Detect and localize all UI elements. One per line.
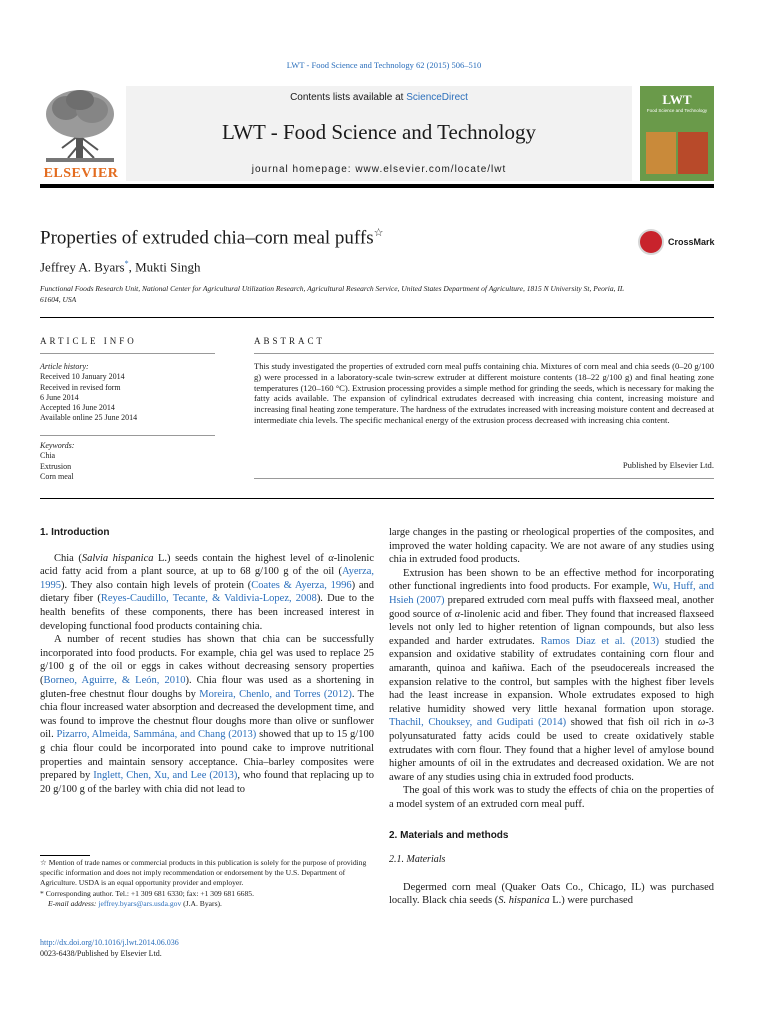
left-column xyxy=(40,526,374,796)
cover-title: LWT xyxy=(662,92,692,107)
issn-line: 0023-6438/Published by Elsevier Ltd. xyxy=(40,948,162,958)
text-run: ) and dietary fiber ( xyxy=(40,579,374,605)
cover-photo-2 xyxy=(678,132,708,174)
history-line: Available online 25 June 2014 xyxy=(40,413,138,423)
citation-link[interactable]: Wu, Huff, and Hsieh (2007) xyxy=(389,581,714,606)
journal-cover-image[interactable] xyxy=(640,86,714,181)
elsevier-tree-logo[interactable] xyxy=(40,86,120,181)
journal-homepage[interactable]: journal homepage: www.elsevier.com/locate/lwt xyxy=(251,164,507,175)
citation-link[interactable]: Moreira, Chenlo, and Torres (2012) xyxy=(199,688,352,700)
doi-link[interactable]: http://dx.doi.org/10.1016/j.lwt.2014.06.036 xyxy=(40,938,179,947)
abstract-text: This study investigated the properties of extruded corn meal puffs containing chia. Mixtures of corn meal and chia seeds (0–20 g/100 g) were processed in a laboratory-scale twin-screw extruder at different moisture contents (18–22 g/100 g) and final heating zone temperatures (120–160 °C). Extrusion processing provides a simple method for grinding the seeds, which is necessary for making the fatty acids available. The expansion of cylindrical extrudates decreased with increasing chia content, increasing moisture and increasing final heating zone temperature. The hardness of the extrudates increased with increasing moisture content and decreased at intermediate chia levels. The specific mechanical energy of the extrusion process decreased with increasing chia content. xyxy=(254,361,714,425)
keywords xyxy=(40,441,215,482)
text-run: Salvia hispanica xyxy=(81,552,154,564)
keyword: Corn meal xyxy=(40,471,74,481)
citation-link[interactable]: Reyes-Caudillo, Tecante, & Valdivia-Lopez, 2008 xyxy=(100,593,317,605)
journal-banner xyxy=(126,86,632,181)
citation-link[interactable]: Inglett, Chen, Xu, and Lee (2013) xyxy=(93,770,238,782)
divider xyxy=(254,478,714,479)
text-run: L.) seeds contain the highest level of xyxy=(153,552,329,564)
citation-link[interactable]: Thachil, Chouksey, and Gudipati (2014) xyxy=(389,717,567,729)
history-line: Received 10 January 2014 xyxy=(40,372,125,382)
text-run: . The chia flour increased water absorption and decreased the development time, and was found to improve the chestnut flour doughs more than olive or sunflower oil. xyxy=(40,688,374,741)
text-run: -linolenic acid and fiber. They found that increased flaxseed levels not only led to higher retention of lignan compounds, but also less expanded and harder extrudates. xyxy=(389,608,715,647)
article-info-heading: ARTICLE INFO xyxy=(40,336,137,346)
sciencedirect-link[interactable]: ScienceDirect xyxy=(406,92,468,103)
text-run: Degermed corn meal (Quaker Oats Co., Chicago, IL) was purchased locally. Black chia seeds ( xyxy=(389,881,714,907)
crossmark-label: CrossMark xyxy=(668,237,715,247)
text-run: ). Due to the health benefits of these components, there has been increased interest in developing functional food products containing chia. xyxy=(40,593,374,632)
paragraph xyxy=(40,633,374,796)
article-history xyxy=(40,362,215,424)
text-run: α xyxy=(328,552,334,564)
citation-link[interactable]: Pizarro, Almeida, Sammána, and Chang (2013) xyxy=(56,729,257,741)
article-identifiers xyxy=(40,938,179,959)
section-divider xyxy=(40,498,714,499)
text-run: showed that fish oil rich in xyxy=(566,717,698,729)
crossmark-icon xyxy=(638,229,664,255)
header-rule xyxy=(40,184,714,188)
keywords-label: Keywords: xyxy=(40,441,75,450)
paragraph xyxy=(389,881,714,908)
elsevier-wordmark: ELSEVIER xyxy=(43,166,119,181)
history-line: 6 June 2014 xyxy=(40,392,79,402)
paragraph xyxy=(389,567,714,785)
divider xyxy=(40,353,215,354)
author-affiliation: Functional Foods Research Unit, National Center for Agricultural Utilization Research, Agricultural Research Service, United States Department of Agriculture, 1815 N University St, Peoria, IL 61604, USA xyxy=(40,284,624,304)
journal-header xyxy=(40,86,714,181)
citation-link[interactable]: Borneo, Aguirre, & León, 2010 xyxy=(43,674,186,686)
footnote-rule xyxy=(40,855,90,856)
text-run: prepared extruded corn meal puffs with flaxseed meal, another good source of xyxy=(389,594,715,620)
footnote-disclaimer: ☆ Mention of trade names or commercial products in this publication is solely for the purpose of providing specific information and does not imply recommendation or endorsement by the U.S. Department of Agriculture. USDA is an equal opportunity provider and employer. xyxy=(40,858,367,888)
contents-line: Contents lists available at ScienceDirect xyxy=(290,92,468,103)
text-run: Chia ( xyxy=(54,552,82,564)
text-run: , who found that replacing up to 20 g/100 g of the barley with chia did not lead to xyxy=(40,770,374,795)
text-run: ). They also contain high levels of protein ( xyxy=(61,579,252,591)
paragraph: The goal of this work was to study the effects of chia on the properties of a model system of an extruded corn meal puff. xyxy=(389,785,714,810)
divider xyxy=(254,353,714,354)
journal-citation[interactable]: LWT - Food Science and Technology 62 (2015) 506–510 xyxy=(286,60,482,70)
text-run: ). Chia flour was used as a shortening in gluten-free chestnut flour doughs by xyxy=(40,674,374,700)
text-run: S. hispanica xyxy=(498,895,550,907)
email-link[interactable]: jeffrey.byars@ars.usda.gov xyxy=(98,898,182,908)
crossmark-badge[interactable] xyxy=(638,229,718,259)
history-line: Received in revised form xyxy=(40,382,121,392)
text-run: A number of recent studies has shown that chia can be successfully incorporated into food products. For example, chia gel was used to replace 25 g/100 g of the oil or eggs in cakes without decreasing sensory properties ( xyxy=(40,634,374,686)
footnote-corresponding: * Corresponding author. Tel.: +1 309 681 6330; fax: +1 309 681 6685. xyxy=(40,888,254,898)
text-run: L.) were purchased xyxy=(549,895,633,907)
keyword: Extrusion xyxy=(40,461,72,471)
text-run: -linolenic acid fatty acid from a plant source, at up to 68 g/100 g of the oil ( xyxy=(40,552,375,578)
text-run: showed that up to 15 g/100 g chia flour could be incorporated into pound cake to improve nutritional properties and maintain sensory acceptance. Chia–barley composites were prepared by xyxy=(40,729,374,782)
history-line: Accepted 16 June 2014 xyxy=(40,403,115,413)
published-by: Published by Elsevier Ltd. xyxy=(622,460,714,470)
corresponding-author-mark[interactable]: * xyxy=(124,259,129,268)
text-run: ω xyxy=(697,717,706,729)
text-run: α xyxy=(454,608,461,620)
footnotes xyxy=(40,858,374,909)
footnote-email: E-mail address: jeffrey.byars@ars.usda.gov (J.A. Byars). xyxy=(48,898,222,908)
right-column xyxy=(389,526,714,908)
citation-link[interactable]: Ayerza, 1995 xyxy=(40,566,374,591)
author-list: Jeffrey A. Byars*, Mukti Singh xyxy=(40,259,201,275)
citation-link[interactable]: Coates & Ayerza, 1996 xyxy=(251,579,352,591)
author-name: Mukti Singh xyxy=(135,259,201,275)
subsection-heading-materials: 2.1. Materials xyxy=(389,854,446,866)
paragraph xyxy=(40,552,374,634)
citation-link[interactable]: Ramos Diaz et al. (2013) xyxy=(540,635,660,647)
history-label: Article history: xyxy=(40,362,89,371)
cover-subtitle: Food Science and Technology xyxy=(646,108,708,113)
section-heading-introduction: 1. Introduction xyxy=(40,527,110,538)
keyword: Chia xyxy=(40,451,56,461)
journal-title: LWT - Food Science and Technology xyxy=(221,120,537,144)
paragraph: large changes in the pasting or rheological properties of the composites, and improved the water holding capacity. We are not aware of any studies using chia in extruded food products. xyxy=(389,527,714,566)
article-title: Properties of extruded chia–corn meal puffs☆ xyxy=(40,227,384,249)
cover-photo-1 xyxy=(646,132,676,174)
title-footnote-mark[interactable]: ☆ xyxy=(373,227,384,239)
text-run: studied the expansion and oxidative stability of extrudates containing corn flour and amaranth, quinoa and kañiwa. Each of the pseudocereals increased the expansion relative to the control, but samples with the highest fiber levels had the least increase in expansion. Whole extrudates exposed to high relative humidity showed very little hexanal formation upon storage. xyxy=(389,635,715,715)
author-name: Jeffrey A. Byars xyxy=(40,259,125,275)
section-heading-methods: 2. Materials and methods xyxy=(389,830,509,842)
text-run: Extrusion has been shown to be an effective method for incorporating other functional ingredients into food products. For example, xyxy=(389,567,714,593)
section-divider xyxy=(40,317,714,318)
abstract-heading: ABSTRACT xyxy=(254,336,326,346)
text-run: -3 polyunsaturated fatty acids could be used to create oxidatively stable extrudates with corn flour. They found that a higher level of amylose bound higher amounts of oil in the extrudates and decreased oxidation. We are not aware of any studies using chia in extruded food products. xyxy=(389,717,714,783)
divider xyxy=(40,435,215,436)
